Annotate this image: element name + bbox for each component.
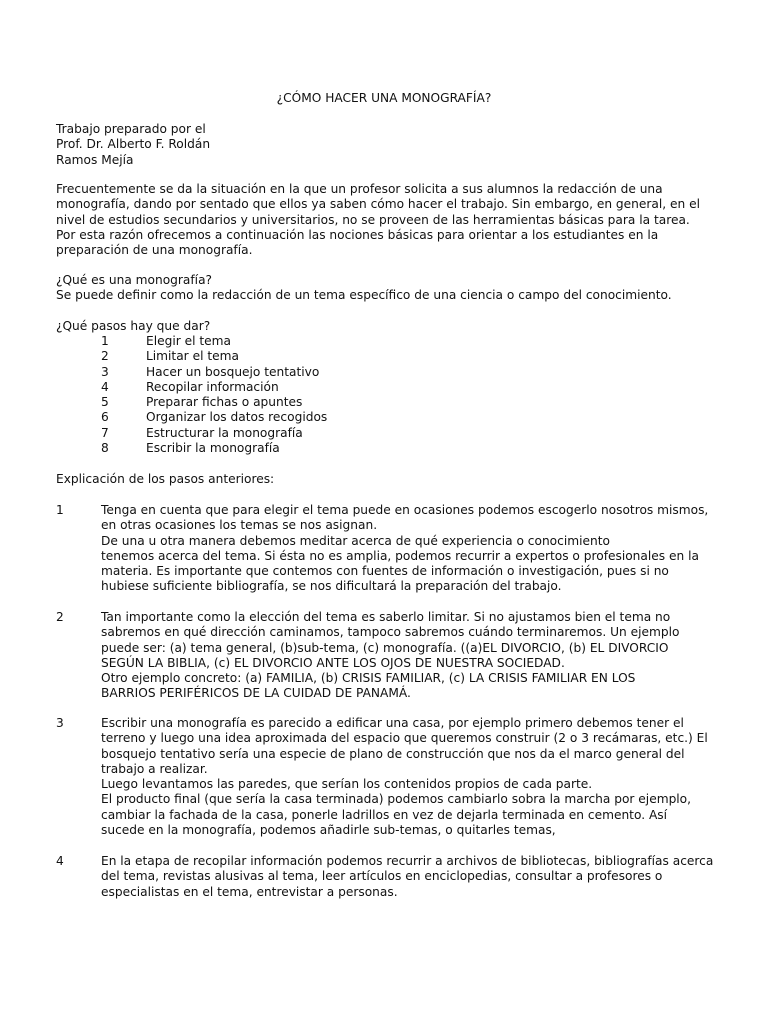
step-number: 6 [101, 410, 109, 425]
explanation-number: 1 [56, 503, 64, 517]
intro-line: Frecuentemente se da la situación en la que un profesor solicita a sus alumnos la redacción de una [56, 182, 663, 196]
steps-question: ¿Qué pasos hay que dar? [56, 319, 211, 333]
list-item [56, 441, 327, 456]
explanation-line: hubiese suficiente bibliografía, se nos dificultará la preparación del trabajo. [101, 579, 562, 594]
step-label: Estructurar la monografía [146, 425, 303, 440]
step-number: 3 [101, 364, 109, 379]
list-item [56, 380, 327, 395]
list-item [56, 349, 327, 364]
step-label: Organizar los datos recogidos [146, 410, 328, 425]
explanation-line: sucede en la monografía, podemos añadirle sub-temas, o quitarles temas, [101, 823, 556, 838]
step-number: 1 [101, 334, 109, 348]
list-item [56, 426, 327, 441]
explanation-number: 4 [56, 854, 64, 868]
intro-paragraph [56, 182, 736, 258]
list-item [56, 365, 327, 380]
author-line: Trabajo preparado por el [56, 122, 206, 136]
explanation-title: Explicación de los pasos anteriores: [56, 472, 275, 486]
step-label: Escribir la monografía [146, 441, 280, 456]
explanation-line: SEGÚN LA BIBLIA, (c) EL DIVORCIO ANTE LOS OJOS DE NUESTRA SOCIEDAD. [101, 655, 565, 670]
author-block [56, 122, 736, 168]
explanation-line: El producto final (que sería la casa terminada) podemos cambiarlo sobra la marcha por ejemplo, [101, 792, 692, 807]
explanation-line: En la etapa de recopilar información podemos recurrir a archivos de bibliotecas, bibliografías acerca [101, 854, 714, 868]
definition-section [56, 273, 736, 304]
explanation-number: 3 [56, 716, 64, 730]
step-number: 5 [101, 395, 109, 410]
explanation-line: Escribir una monografía es parecido a edificar una casa, por ejemplo primero debemos tener el [101, 716, 684, 730]
explanation-body [101, 503, 768, 595]
explanation-line: bosquejo tentativo sería una especie de plano de construcción que nos da el marco general del [101, 746, 685, 761]
explanation-line: cambiar la fachada de la casa, ponerle ladrillos en vez de dejarla terminada en cemento. Así [101, 807, 668, 822]
author-line: Prof. Dr. Alberto F. Roldán [56, 137, 211, 152]
explanation-line: trabajo a realizar. [101, 761, 208, 776]
list-item [56, 395, 327, 410]
definition-question: ¿Qué es una monografía? [56, 273, 213, 287]
explanation-line: Otro ejemplo concreto: (a) FAMILIA, (b) CRISIS FAMILIAR, (c) LA CRISIS FAMILIAR EN LOS [101, 671, 636, 686]
explanation-line: tenemos acerca del tema. Si ésta no es amplia, podemos recurrir a expertos o profesionales en la [101, 548, 699, 563]
intro-line: nivel de estudios secundarios y universitarios, no se proveen de las herramientas básicas para la tarea. [56, 212, 690, 227]
step-number: 2 [101, 349, 109, 364]
intro-line: Por esta razón ofrecemos a continuación las nociones básicas para orientar a los estudiantes en la [56, 227, 659, 242]
explanation-body [101, 610, 768, 702]
explanation-line: materia. Es importante que contemos con fuentes de información o investigación, pues si no [101, 564, 669, 579]
explanation-line: terreno y luego una idea aproximada del espacio que queremos construir (2 o 3 recámaras, etc.) El [101, 731, 708, 746]
step-label: Elegir el tema [146, 334, 231, 348]
step-label: Recopilar información [146, 379, 279, 394]
step-number: 7 [101, 425, 109, 440]
explanation-line: sabremos en qué dirección caminamos, tampoco sabremos cuándo terminaremos. Un ejemplo [101, 625, 680, 640]
intro-line: preparación de una monografía. [56, 243, 253, 258]
explanation-line: Luego levantamos las paredes, que serían los contenidos propios de cada parte. [101, 777, 593, 792]
author-line: Ramos Mejía [56, 152, 134, 167]
explanation-line: Tenga en cuenta que para elegir el tema puede en ocasiones podemos escogerlo nosotros mismos, [101, 503, 709, 517]
explanation-line: especialistas en el tema, entrevistar a personas. [101, 884, 398, 899]
definition-answer: Se puede definir como la redacción de un tema específico de una ciencia o campo del conocimiento. [56, 288, 672, 303]
explanation-body [101, 716, 768, 838]
step-label: Preparar fichas o apuntes [146, 395, 303, 410]
explanation-number: 2 [56, 610, 64, 624]
steps-list [56, 334, 327, 456]
step-number: 4 [101, 379, 109, 394]
explanation-line: en otras ocasiones los temas se nos asignan. [101, 518, 378, 533]
document-title: ¿CÓMO HACER UNA MONOGRAFÍA? [276, 91, 492, 105]
intro-line: monografía, dando por sentado que ellos ya saben cómo hacer el trabajo. Sin embargo, en general, en el [56, 197, 700, 212]
explanation-line: Tan importante como la elección del tema es saberlo limitar. Si no ajustamos bien el tema no [101, 610, 671, 624]
explanation-line: BARRIOS PERIFÉRICOS DE LA CUIDAD DE PANAMÁ. [101, 686, 411, 701]
step-number: 8 [101, 441, 109, 456]
list-item [56, 334, 327, 349]
explanation-line: puede ser: (a) tema general, (b)sub-tema, (c) monografía. ((a)EL DIVORCIO, (b) EL DIVORCIO [101, 640, 669, 655]
explanation-body [101, 854, 768, 900]
explanation-line: del tema, revistas alusivas al tema, leer artículos en enciclopedias, consultar a profesores o [101, 869, 663, 884]
explanation-line: De una u otra manera debemos meditar acerca de qué experiencia o conocimiento [101, 533, 610, 548]
step-label: Limitar el tema [146, 349, 239, 364]
step-label: Hacer un bosquejo tentativo [146, 364, 320, 379]
list-item [56, 410, 327, 425]
